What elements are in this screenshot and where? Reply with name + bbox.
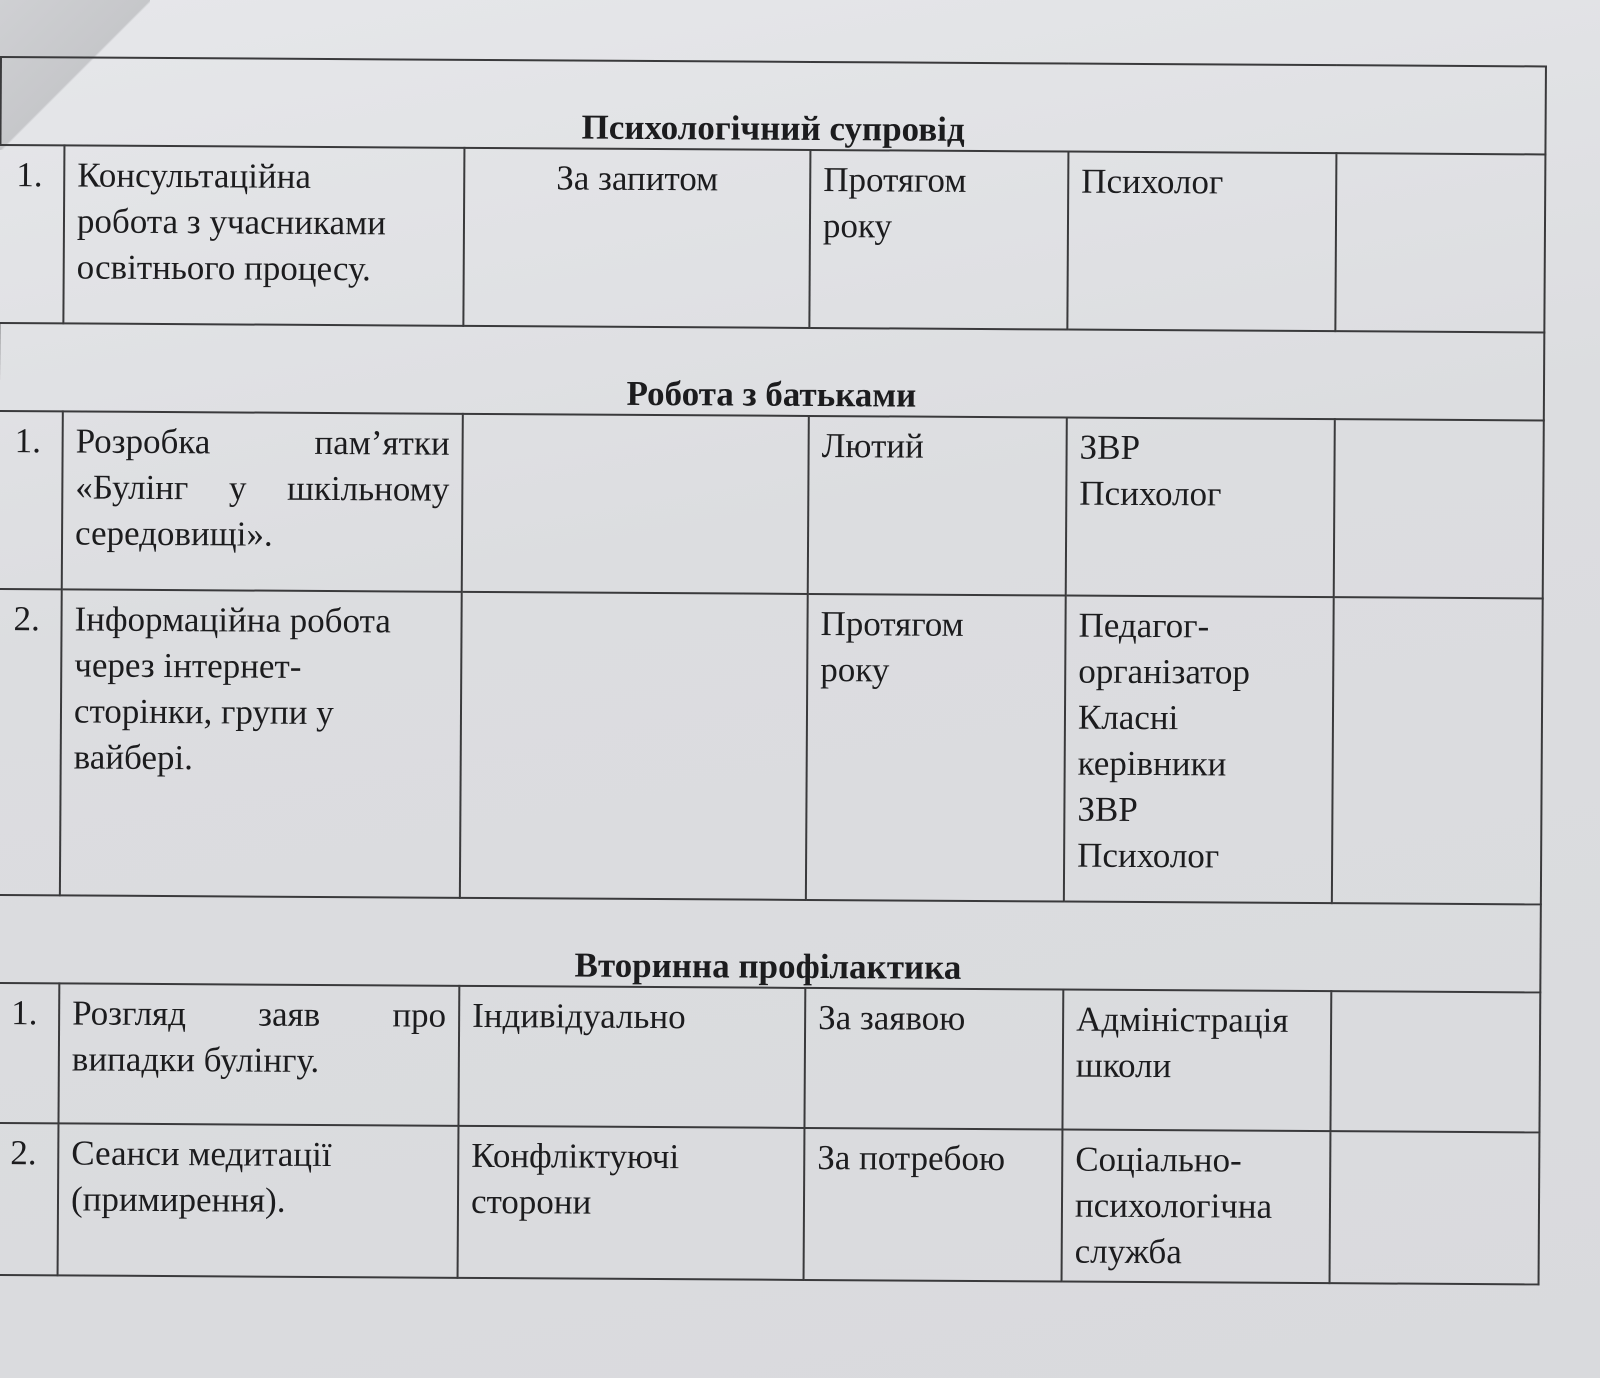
table-row — [0, 1123, 1539, 1284]
section-title: Робота з батьками — [0, 323, 1544, 420]
activity-line — [75, 464, 449, 512]
activity-word: «Булінг — [75, 467, 189, 508]
activity-cell: Сеанси медитації (примирення). — [58, 1123, 459, 1277]
row-number: 2. — [0, 1123, 58, 1275]
activity-line — [76, 418, 450, 466]
term-cell: За потребою — [804, 1128, 1063, 1282]
term-cell: Протягом року — [806, 594, 1066, 902]
responsible-cell: Соціально- психологічна служба — [1062, 1130, 1331, 1284]
activity-word: шкільному — [286, 468, 450, 509]
activity-cell: Консультаційна робота з учасниками освітнього процесу. — [63, 145, 464, 325]
activity-word: Розробка — [75, 421, 211, 462]
activity-word: у — [228, 468, 247, 508]
row-number: 1. — [0, 411, 63, 589]
row-number: 1. — [0, 145, 64, 323]
activity-line — [72, 990, 446, 1038]
table-row — [0, 411, 1544, 598]
activity-word: заяв — [258, 994, 321, 1034]
plan-table — [0, 56, 1547, 1285]
note-cell — [1330, 991, 1540, 1132]
responsible-cell: ЗВР Психолог — [1066, 418, 1335, 598]
term-cell: За заявою — [804, 988, 1063, 1130]
note-cell — [1332, 597, 1543, 904]
term-cell: Лютий — [808, 416, 1067, 596]
activity-word: Розгляд — [72, 993, 187, 1034]
activity-cell — [58, 983, 459, 1125]
activity-word: пам’ятки — [314, 422, 450, 463]
table-row — [0, 145, 1545, 332]
activity-cell — [62, 411, 463, 591]
row-number: 1. — [0, 983, 59, 1123]
form-cell: Індивідуально — [458, 986, 805, 1128]
activity-line: середовищі». — [74, 513, 273, 554]
row-number: 2. — [0, 589, 62, 895]
form-cell — [462, 414, 809, 594]
form-cell: Конфліктуючі сторони — [458, 1126, 805, 1280]
responsible-cell: Адміністрація школи — [1062, 990, 1331, 1132]
section-title: Вторинна профілактика — [0, 895, 1541, 992]
activity-word: про — [392, 995, 447, 1035]
note-cell — [1334, 419, 1544, 598]
section-title: Психологічний супровід — [0, 57, 1546, 154]
note-cell — [1335, 153, 1545, 332]
table-row — [0, 983, 1540, 1132]
activity-line: випадки булінгу. — [71, 1039, 320, 1080]
document-sheet — [0, 56, 1560, 1276]
form-cell: За запитом — [463, 148, 810, 328]
responsible-cell: Педагог- організатор Класні керівники ЗВР Психолог — [1064, 596, 1334, 904]
table-row — [0, 589, 1543, 904]
activity-cell: Інформаційна робота через інтернет- сторінки, групи у вайбері. — [60, 589, 462, 897]
note-cell — [1330, 1131, 1540, 1284]
term-cell: Протягом року — [809, 150, 1068, 330]
form-cell — [460, 592, 808, 900]
responsible-cell: Психолог — [1067, 152, 1336, 332]
